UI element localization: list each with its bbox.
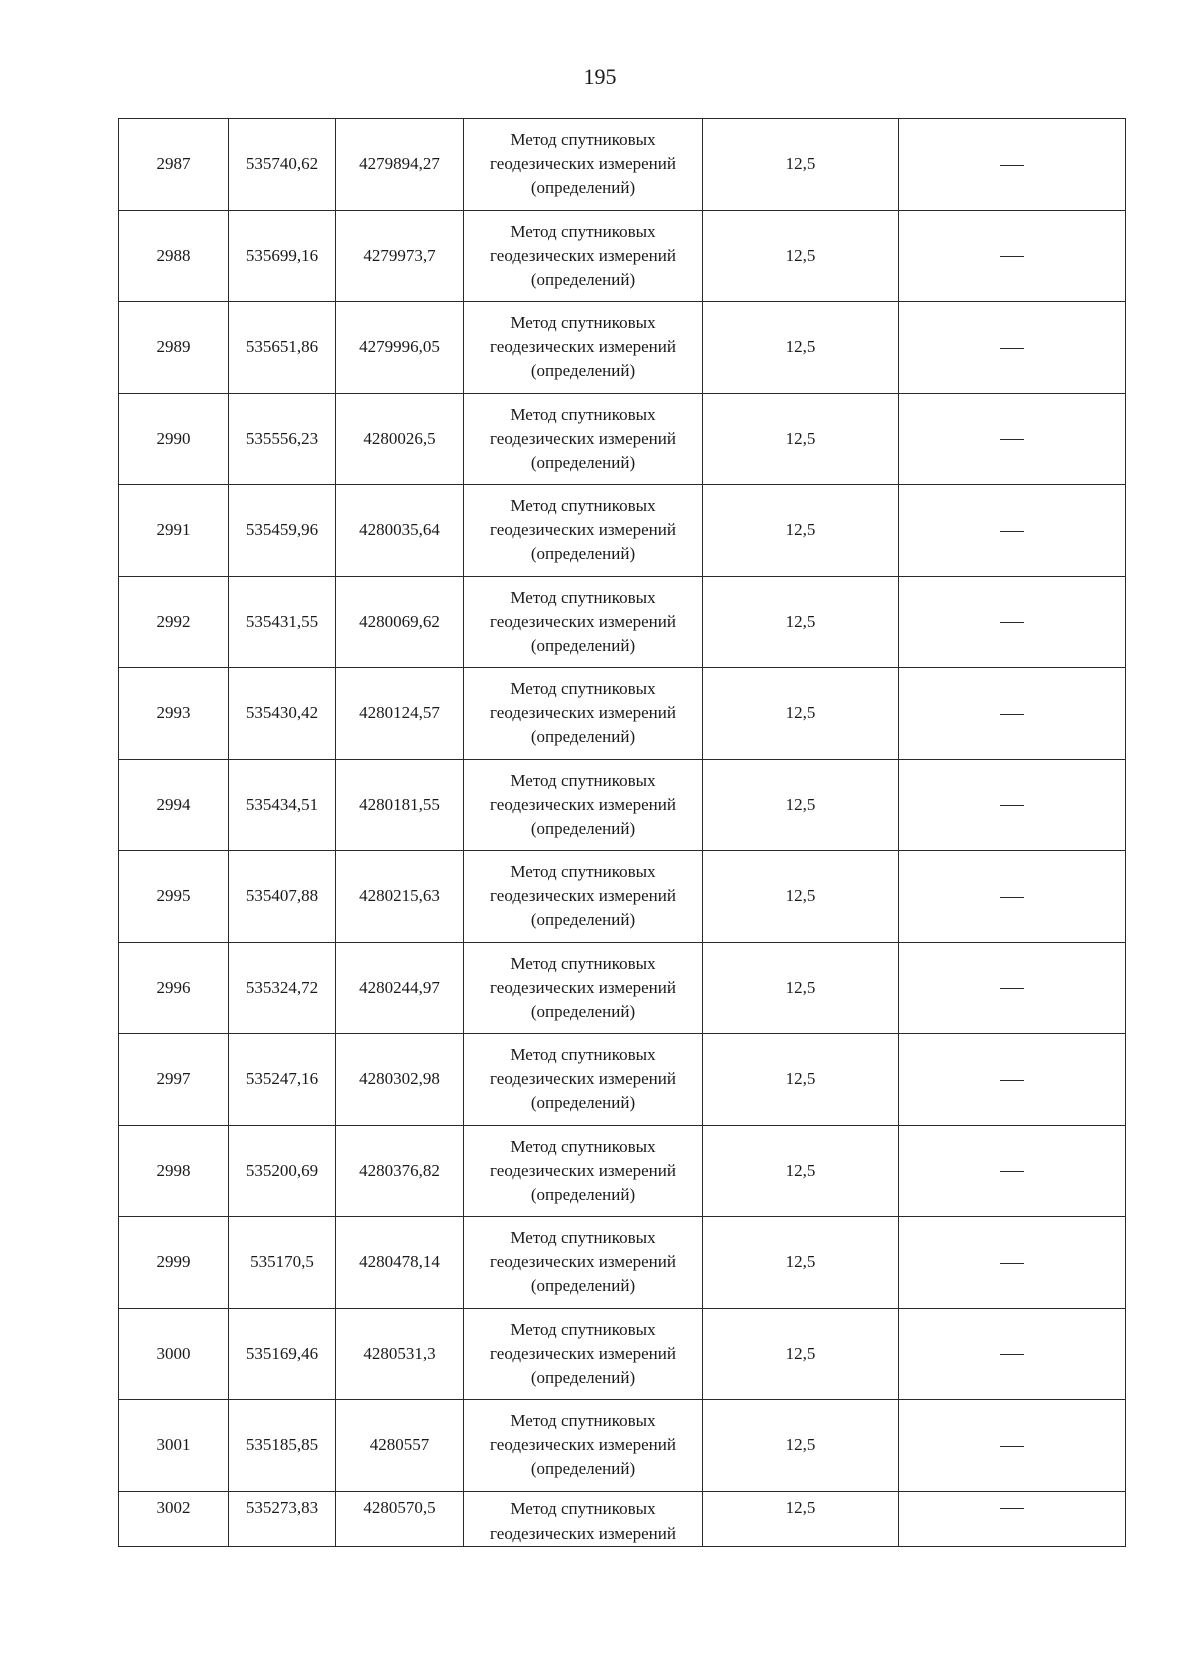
method-line: (определений)	[530, 1367, 636, 1387]
x-coordinate-cell: 535324,72	[229, 942, 336, 1034]
table-row	[119, 119, 1126, 211]
table-row	[119, 1217, 1126, 1309]
point-number-cell: 2997	[119, 1034, 229, 1126]
table-row	[119, 1308, 1126, 1400]
x-coordinate-cell: 535247,16	[229, 1034, 336, 1126]
method-line: Метод спутниковых	[510, 1319, 656, 1339]
y-coordinate-cell: 4280376,82	[336, 1125, 464, 1217]
method-line: (определений)	[530, 269, 636, 289]
dash-mark	[1000, 1080, 1024, 1081]
method-line: (определений)	[530, 1001, 636, 1021]
accuracy-cell: 12,5	[703, 759, 899, 851]
x-coordinate-cell: 535273,83	[229, 1491, 336, 1546]
method-line: Метод спутниковых	[510, 221, 656, 241]
table-row	[119, 576, 1126, 668]
method-cell	[464, 302, 703, 394]
method-line: геодезических измерений	[490, 337, 676, 357]
note-cell	[899, 576, 1126, 668]
page-number: 195	[583, 64, 617, 89]
x-coordinate-cell: 535431,55	[229, 576, 336, 668]
note-cell	[899, 851, 1126, 943]
table-row	[119, 1125, 1126, 1217]
y-coordinate-cell: 4280244,97	[336, 942, 464, 1034]
note-cell	[899, 393, 1126, 485]
x-coordinate-cell: 535699,16	[229, 210, 336, 302]
method-line: геодезических измерений	[490, 977, 676, 997]
dash-mark	[1000, 714, 1024, 715]
dash-mark	[1000, 1508, 1024, 1509]
point-number-cell: 2989	[119, 302, 229, 394]
method-line: (определений)	[530, 910, 636, 930]
method-line: Метод спутниковых	[510, 404, 656, 424]
x-coordinate-cell: 535200,69	[229, 1125, 336, 1217]
method-line: (определений)	[530, 452, 636, 472]
x-coordinate-cell: 535430,42	[229, 668, 336, 760]
dash-mark	[1000, 1354, 1024, 1355]
method-line: Метод спутниковых	[510, 862, 656, 882]
method-line: (определений)	[530, 635, 636, 655]
y-coordinate-cell: 4280181,55	[336, 759, 464, 851]
accuracy-cell: 12,5	[703, 1217, 899, 1309]
accuracy-cell: 12,5	[703, 302, 899, 394]
method-line: геодезических измерений	[490, 703, 676, 723]
note-cell	[899, 119, 1126, 211]
y-coordinate-cell: 4279996,05	[336, 302, 464, 394]
method-cell	[464, 393, 703, 485]
method-cell	[464, 1125, 703, 1217]
point-number-cell: 2993	[119, 668, 229, 760]
dash-mark	[1000, 1446, 1024, 1447]
note-cell	[899, 485, 1126, 577]
method-line: Метод спутниковых	[510, 130, 656, 150]
table-row	[119, 1400, 1126, 1492]
method-line: Метод спутниковых	[510, 1411, 656, 1431]
method-line: (определений)	[530, 818, 636, 838]
point-number-cell: 3001	[119, 1400, 229, 1492]
method-line: Метод спутниковых	[510, 1136, 656, 1156]
table-row	[119, 1491, 1126, 1546]
method-line: Метод спутниковых	[510, 1498, 656, 1518]
method-cell	[464, 576, 703, 668]
note-cell	[899, 1308, 1126, 1400]
table-row	[119, 851, 1126, 943]
x-coordinate-cell: 535459,96	[229, 485, 336, 577]
point-number-cell: 2990	[119, 393, 229, 485]
method-line: (определений)	[530, 1459, 636, 1479]
x-coordinate-cell: 535556,23	[229, 393, 336, 485]
accuracy-cell: 12,5	[703, 851, 899, 943]
note-cell	[899, 759, 1126, 851]
method-cell	[464, 1217, 703, 1309]
y-coordinate-cell: 4280570,5	[336, 1491, 464, 1546]
note-cell	[899, 1217, 1126, 1309]
method-line: геодезических измерений	[490, 154, 676, 174]
point-number-cell: 2995	[119, 851, 229, 943]
table-row	[119, 393, 1126, 485]
dash-mark	[1000, 531, 1024, 532]
note-cell	[899, 302, 1126, 394]
accuracy-cell: 12,5	[703, 1308, 899, 1400]
point-number-cell: 3002	[119, 1491, 229, 1546]
dash-mark	[1000, 1263, 1024, 1264]
method-line: Метод спутниковых	[510, 770, 656, 790]
accuracy-cell: 12,5	[703, 393, 899, 485]
dash-mark	[1000, 1171, 1024, 1172]
x-coordinate-cell: 535740,62	[229, 119, 336, 211]
point-number-cell: 2996	[119, 942, 229, 1034]
method-cell	[464, 210, 703, 302]
dash-mark	[1000, 805, 1024, 806]
method-line: геодезических измерений	[490, 794, 676, 814]
y-coordinate-cell: 4280478,14	[336, 1217, 464, 1309]
x-coordinate-cell: 535170,5	[229, 1217, 336, 1309]
accuracy-cell: 12,5	[703, 942, 899, 1034]
dash-mark	[1000, 256, 1024, 257]
y-coordinate-cell: 4280557	[336, 1400, 464, 1492]
x-coordinate-cell: 535434,51	[229, 759, 336, 851]
method-cell	[464, 851, 703, 943]
note-cell	[899, 1491, 1126, 1546]
y-coordinate-cell: 4280035,64	[336, 485, 464, 577]
table-row	[119, 210, 1126, 302]
point-number-cell: 2994	[119, 759, 229, 851]
method-line: геодезических измерений	[490, 1252, 676, 1272]
note-cell	[899, 1125, 1126, 1217]
method-line: Метод спутниковых	[510, 679, 656, 699]
method-line: геодезических измерений	[490, 611, 676, 631]
method-cell	[464, 119, 703, 211]
note-cell	[899, 1034, 1126, 1126]
coordinates-table	[118, 118, 1126, 1547]
method-cell	[464, 1400, 703, 1492]
note-cell	[899, 668, 1126, 760]
table-row	[119, 668, 1126, 760]
note-cell	[899, 1400, 1126, 1492]
accuracy-cell: 12,5	[703, 1491, 899, 1546]
method-cell	[464, 485, 703, 577]
method-line: геодезических измерений	[490, 520, 676, 540]
method-cell	[464, 668, 703, 760]
method-line: (определений)	[530, 361, 636, 381]
method-line: геодезических измерений	[490, 886, 676, 906]
method-line: Метод спутниковых	[510, 313, 656, 333]
table-row	[119, 759, 1126, 851]
method-line: геодезических измерений	[490, 1523, 676, 1543]
point-number-cell: 2988	[119, 210, 229, 302]
method-cell	[464, 1308, 703, 1400]
table-row	[119, 1034, 1126, 1126]
method-line: геодезических измерений	[490, 1435, 676, 1455]
point-number-cell: 2999	[119, 1217, 229, 1309]
method-line: (определений)	[530, 1184, 636, 1204]
accuracy-cell: 12,5	[703, 1034, 899, 1126]
dash-mark	[1000, 348, 1024, 349]
point-number-cell: 2987	[119, 119, 229, 211]
accuracy-cell: 12,5	[703, 576, 899, 668]
y-coordinate-cell: 4279973,7	[336, 210, 464, 302]
y-coordinate-cell: 4280215,63	[336, 851, 464, 943]
point-number-cell: 2992	[119, 576, 229, 668]
method-line: Метод спутниковых	[510, 496, 656, 516]
method-line: Метод спутниковых	[510, 1228, 656, 1248]
dash-mark	[1000, 897, 1024, 898]
x-coordinate-cell: 535651,86	[229, 302, 336, 394]
method-line: геодезических измерений	[490, 1069, 676, 1089]
table-row	[119, 942, 1126, 1034]
method-line: геодезических измерений	[490, 428, 676, 448]
note-cell	[899, 210, 1126, 302]
method-line: геодезических измерений	[490, 245, 676, 265]
accuracy-cell: 12,5	[703, 210, 899, 302]
y-coordinate-cell: 4280069,62	[336, 576, 464, 668]
y-coordinate-cell: 4280531,3	[336, 1308, 464, 1400]
method-line: геодезических измерений	[490, 1343, 676, 1363]
dash-mark	[1000, 622, 1024, 623]
method-line: (определений)	[530, 727, 636, 747]
method-cell	[464, 1034, 703, 1126]
y-coordinate-cell: 4280026,5	[336, 393, 464, 485]
table-row	[119, 302, 1126, 394]
method-cell	[464, 1491, 703, 1546]
x-coordinate-cell: 535407,88	[229, 851, 336, 943]
accuracy-cell: 12,5	[703, 1125, 899, 1217]
x-coordinate-cell: 535169,46	[229, 1308, 336, 1400]
y-coordinate-cell: 4279894,27	[336, 119, 464, 211]
accuracy-cell: 12,5	[703, 485, 899, 577]
method-line: Метод спутниковых	[510, 1045, 656, 1065]
note-cell	[899, 942, 1126, 1034]
accuracy-cell: 12,5	[703, 119, 899, 211]
dash-mark	[1000, 439, 1024, 440]
method-line: геодезических измерений	[490, 1160, 676, 1180]
point-number-cell: 3000	[119, 1308, 229, 1400]
coordinates-table-body	[119, 119, 1126, 1547]
method-line: (определений)	[530, 178, 636, 198]
method-cell	[464, 759, 703, 851]
y-coordinate-cell: 4280124,57	[336, 668, 464, 760]
accuracy-cell: 12,5	[703, 1400, 899, 1492]
table-row	[119, 485, 1126, 577]
method-cell	[464, 942, 703, 1034]
method-line: Метод спутниковых	[510, 587, 656, 607]
x-coordinate-cell: 535185,85	[229, 1400, 336, 1492]
method-line: (определений)	[530, 544, 636, 564]
dash-mark	[1000, 988, 1024, 989]
method-line: Метод спутниковых	[510, 953, 656, 973]
accuracy-cell: 12,5	[703, 668, 899, 760]
method-line: (определений)	[530, 1093, 636, 1113]
point-number-cell: 2998	[119, 1125, 229, 1217]
point-number-cell: 2991	[119, 485, 229, 577]
y-coordinate-cell: 4280302,98	[336, 1034, 464, 1126]
method-line: (определений)	[530, 1276, 636, 1296]
dash-mark	[1000, 165, 1024, 166]
